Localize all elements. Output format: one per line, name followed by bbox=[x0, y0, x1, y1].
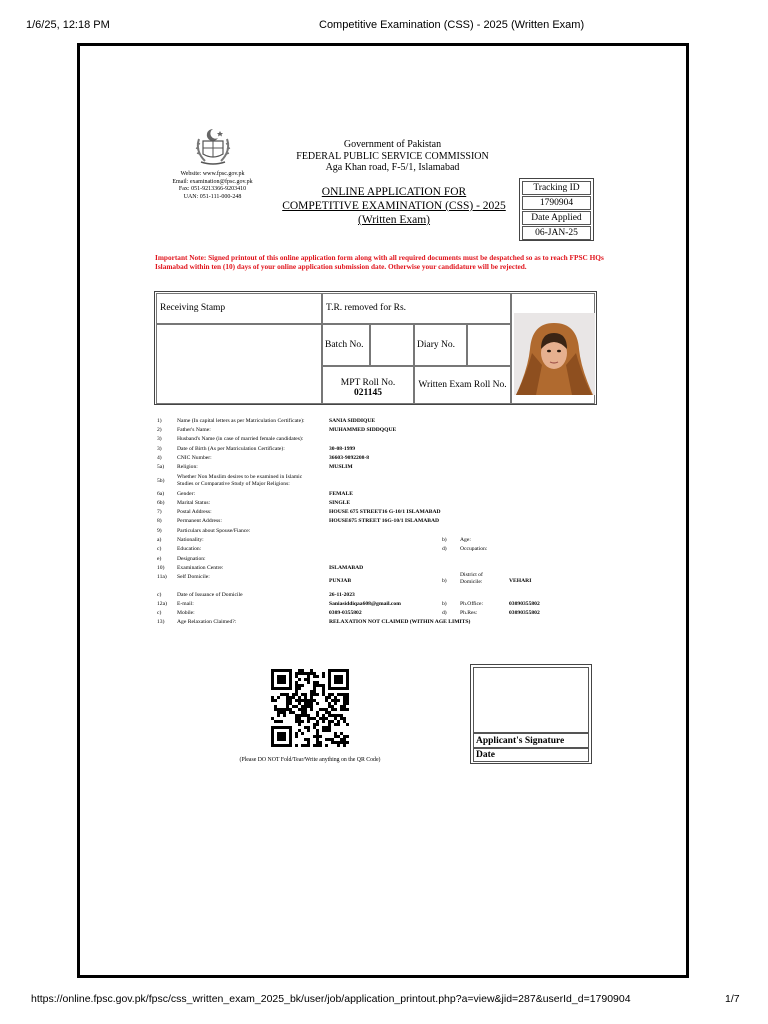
print-page-number: 1/7 bbox=[725, 993, 740, 1005]
signature-area bbox=[473, 667, 589, 733]
detail-row-domicile-date: c) Date of Issuance of Domicile 26-11-2023 bbox=[157, 592, 355, 598]
signature-label: Applicant's Signature bbox=[473, 733, 589, 748]
detail-row: 2) Father's Name: MUHAMMED SIDDQQUE bbox=[157, 427, 397, 433]
email-text: Email: examination@fpsc.gov.pk bbox=[172, 178, 253, 185]
batch-no-value bbox=[370, 324, 414, 366]
detail-row: 1) Name (In capital letters as per Matriculation Certificate): SANIA SIDDIQUE bbox=[157, 418, 376, 424]
tracking-id-label: Tracking ID bbox=[522, 181, 591, 195]
detail-row: 6a) Gender: FEMALE bbox=[157, 491, 353, 497]
date-applied-label: Date Applied bbox=[522, 211, 591, 225]
print-url: https://online.fpsc.gov.pk/fpsc/css_written_exam_2025_bk/user/job/application_printout.php?a=view&jid=287&userId_d=1790904 bbox=[31, 993, 631, 1005]
detail-row-religion-study: 5b) Whether Non Muslim desires to be examined in Islamic Studies or Comparative Study of Major Religions: bbox=[157, 474, 303, 487]
signature-box bbox=[470, 664, 592, 764]
detail-row: 6b) Marital Status: SINGLE bbox=[157, 500, 351, 506]
detail-row: 4) CNIC Number: 36603-9092208-8 bbox=[157, 455, 370, 461]
detail-row-education: c) Education: d) Occupation: bbox=[157, 546, 488, 552]
detail-row: 5a) Religion: MUSLIM bbox=[157, 464, 353, 470]
receiving-stamp-area bbox=[156, 324, 322, 404]
org-header bbox=[280, 139, 505, 174]
org-line-government: Government of Pakistan bbox=[343, 139, 442, 150]
detail-row-mobile: c) Mobile: 0309-0355802 d) Ph.Res: 03090355802 bbox=[157, 610, 540, 616]
org-line-address: Aga Khan road, F-5/1, Islamabad bbox=[325, 162, 460, 173]
detail-row-designation: e) Designation: bbox=[157, 556, 206, 562]
written-roll-label: Written Exam Roll No. bbox=[414, 366, 511, 404]
batch-no-label: Batch No. bbox=[322, 324, 370, 366]
qr-code bbox=[271, 669, 349, 747]
form-title bbox=[270, 185, 518, 227]
fax-text: Fax: 051-9213366-9203410 bbox=[178, 186, 247, 192]
website-text: Website: www.fpsc.gov.pk bbox=[180, 171, 245, 177]
detail-row-domicile: 11a) Self Domicile: PUNJAB b) District of Domicile: VEHARI bbox=[157, 572, 532, 585]
print-datetime: 1/6/25, 12:18 PM bbox=[26, 19, 110, 31]
tr-removed-label: T.R. removed for Rs. bbox=[322, 293, 511, 324]
detail-row: 9) Particulars about Spouse/Fiance: bbox=[157, 528, 251, 534]
applicant-photo bbox=[514, 313, 595, 395]
tracking-box bbox=[519, 178, 594, 241]
detail-row: 8) Permanent Address: HOUSE675 STREET 16G-10/1 ISLAMABAD bbox=[157, 518, 440, 524]
detail-row-age-relaxation: 13) Age Relaxation Claimed?: RELAXATION NOT CLAIMED (WITHIN AGE LIMITS) bbox=[157, 619, 471, 625]
diary-no-label: Diary No. bbox=[414, 324, 467, 366]
detail-row-centre: 10) Examination Centre: ISLAMABAD bbox=[157, 565, 364, 571]
signature-date-label: Date bbox=[473, 748, 589, 762]
mpt-roll-label: MPT Roll No. bbox=[340, 378, 396, 388]
org-line-commission: FEDERAL PUBLIC SERVICE COMMISSION bbox=[296, 150, 489, 162]
form-title-line3: (Written Exam) bbox=[357, 214, 431, 226]
form-title-line2: COMPETITIVE EXAMINATION (CSS) - 2025 bbox=[282, 200, 506, 212]
detail-row: 7) Postal Address: HOUSE 675 STREET16 G-10/1 ISLAMABAD bbox=[157, 509, 441, 515]
mpt-roll-cell bbox=[322, 366, 414, 404]
important-note: Important Note: Signed printout of this online application form along with all required documents must be despatched so as to reach FPSC HQs Islamabad within ten (10) days of your online application submission date. Otherwise your candidature will be rejected. bbox=[155, 253, 604, 272]
receiving-stamp-label: Receiving Stamp bbox=[156, 293, 322, 324]
uan-text: UAN: 051-111-000-248 bbox=[183, 193, 242, 200]
mpt-roll-value: 021145 bbox=[354, 388, 382, 398]
detail-row: 3) Date of Birth (As per Matriculation Certificate): 30-08-1999 bbox=[157, 446, 356, 452]
qr-note: (Please DO NOT Fold/Tear/Write anything on the QR Code) bbox=[239, 757, 381, 763]
date-applied-value: 06-JAN-25 bbox=[522, 226, 591, 240]
pakistan-emblem-icon bbox=[191, 127, 235, 167]
detail-row: 3) Husband's Name (in case of married female candidates): bbox=[157, 436, 304, 442]
contact-block bbox=[160, 171, 265, 201]
detail-row-nationality: a) Nationality: b) Age: bbox=[157, 537, 471, 543]
tracking-id-value: 1790904 bbox=[522, 196, 591, 210]
diary-no-value bbox=[467, 324, 511, 366]
form-title-line1: ONLINE APPLICATION FOR bbox=[321, 186, 467, 198]
detail-row-email: 12a) E-mail: Saniasiddiqaa608@gmail.com b) Ph.Office: 03090355802 bbox=[157, 601, 540, 607]
print-page-title: Competitive Examination (CSS) - 2025 (Written Exam) bbox=[319, 19, 585, 31]
